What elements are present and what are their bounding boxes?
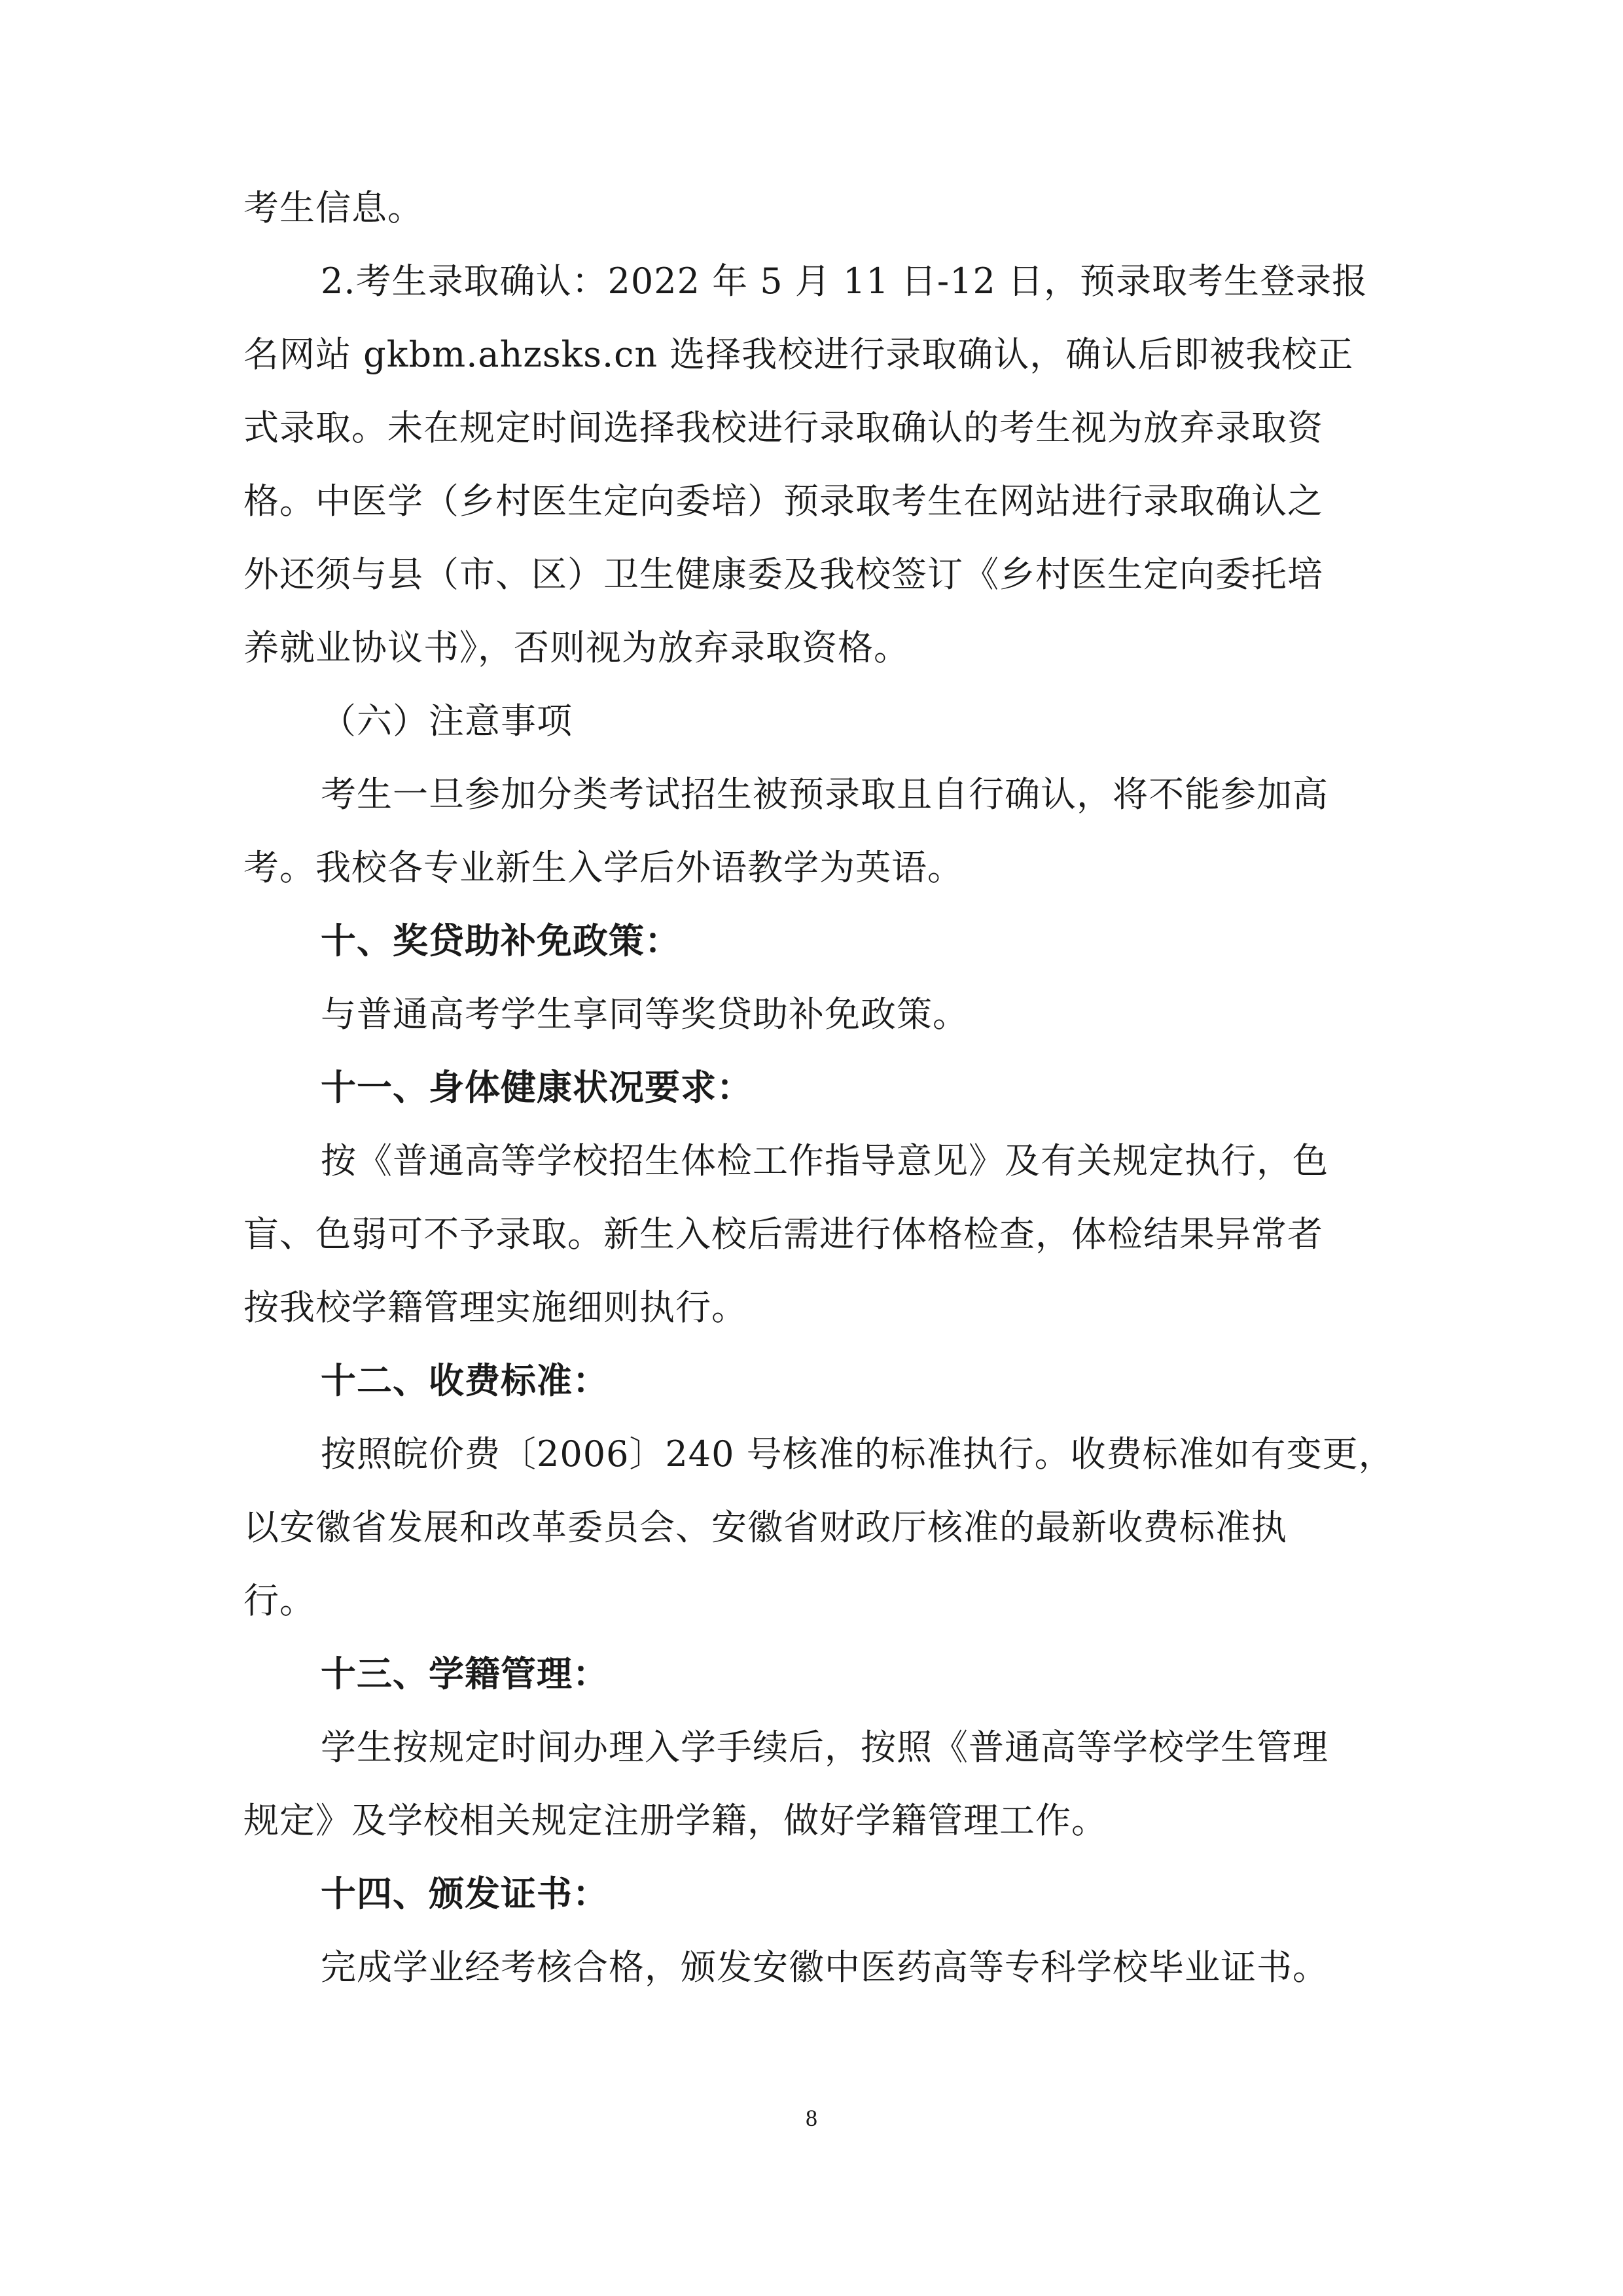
text-line: 考生一旦参加分类考试招生被预录取且自行确认，将不能参加高 (321, 774, 1329, 815)
text-line: 完成学业经考核合格，颁发安徽中医药高等专科学校毕业证书。 (321, 1946, 1329, 1988)
text-line: 盲、色弱可不予录取。新生入校后需进行体格检查，体检结果异常者 (243, 1213, 1323, 1255)
text-line: 行。 (243, 1580, 315, 1621)
text-line: 考。我校各专业新生入学后外语教学为英语。 (243, 847, 963, 888)
text-line: 2.考生录取确认：2022 年 5 月 11 日-12 日，预录取考生登录报 (321, 260, 1368, 302)
text-line: 学生按规定时间办理入学手续后，按照《普通高等学校学生管理 (321, 1727, 1329, 1768)
section-heading: 十二、收费标准： (321, 1360, 609, 1401)
text-line: 考生信息。 (243, 187, 423, 228)
subsection-heading: （六）注意事项 (321, 700, 573, 742)
text-line: 格。中医学（乡村医生定向委培）预录取考生在网站进行录取确认之 (243, 480, 1323, 522)
section-heading: 十一、身体健康状况要求： (321, 1067, 753, 1108)
text-line: 规定》及学校相关规定注册学籍，做好学籍管理工作。 (243, 1800, 1107, 1841)
text-line: 与普通高考学生享同等奖贷助补免政策。 (321, 994, 969, 1035)
text-line: 式录取。未在规定时间选择我校进行录取确认的考生视为放弃录取资 (243, 407, 1323, 448)
text-line: 养就业协议书》，否则视为放弃录取资格。 (243, 627, 910, 668)
text-line: 按我校学籍管理实施细则执行。 (243, 1287, 747, 1328)
document-body (243, 171, 1395, 2004)
section-heading: 十、奖贷助补免政策： (321, 920, 681, 961)
section-heading: 十四、颁发证书： (321, 1873, 609, 1914)
text-line: 以安徽省发展和改革委员会、安徽省财政厅核准的最新收费标准执 (243, 1507, 1287, 1548)
page-number: 8 (806, 2105, 817, 2131)
text-line: 按《普通高等学校招生体检工作指导意见》及有关规定执行，色 (321, 1140, 1329, 1181)
text-line: 按照皖价费〔2006〕240 号核准的标准执行。收费标准如有变更， (321, 1433, 1395, 1475)
text-line: 名网站 gkbm.ahzsks.cn 选择我校进行录取确认，确认后即被我校正 (243, 334, 1354, 375)
text-line: 外还须与县（市、区）卫生健康委及我校签订《乡村医生定向委托培 (243, 554, 1323, 595)
section-heading: 十三、学籍管理： (321, 1653, 609, 1695)
